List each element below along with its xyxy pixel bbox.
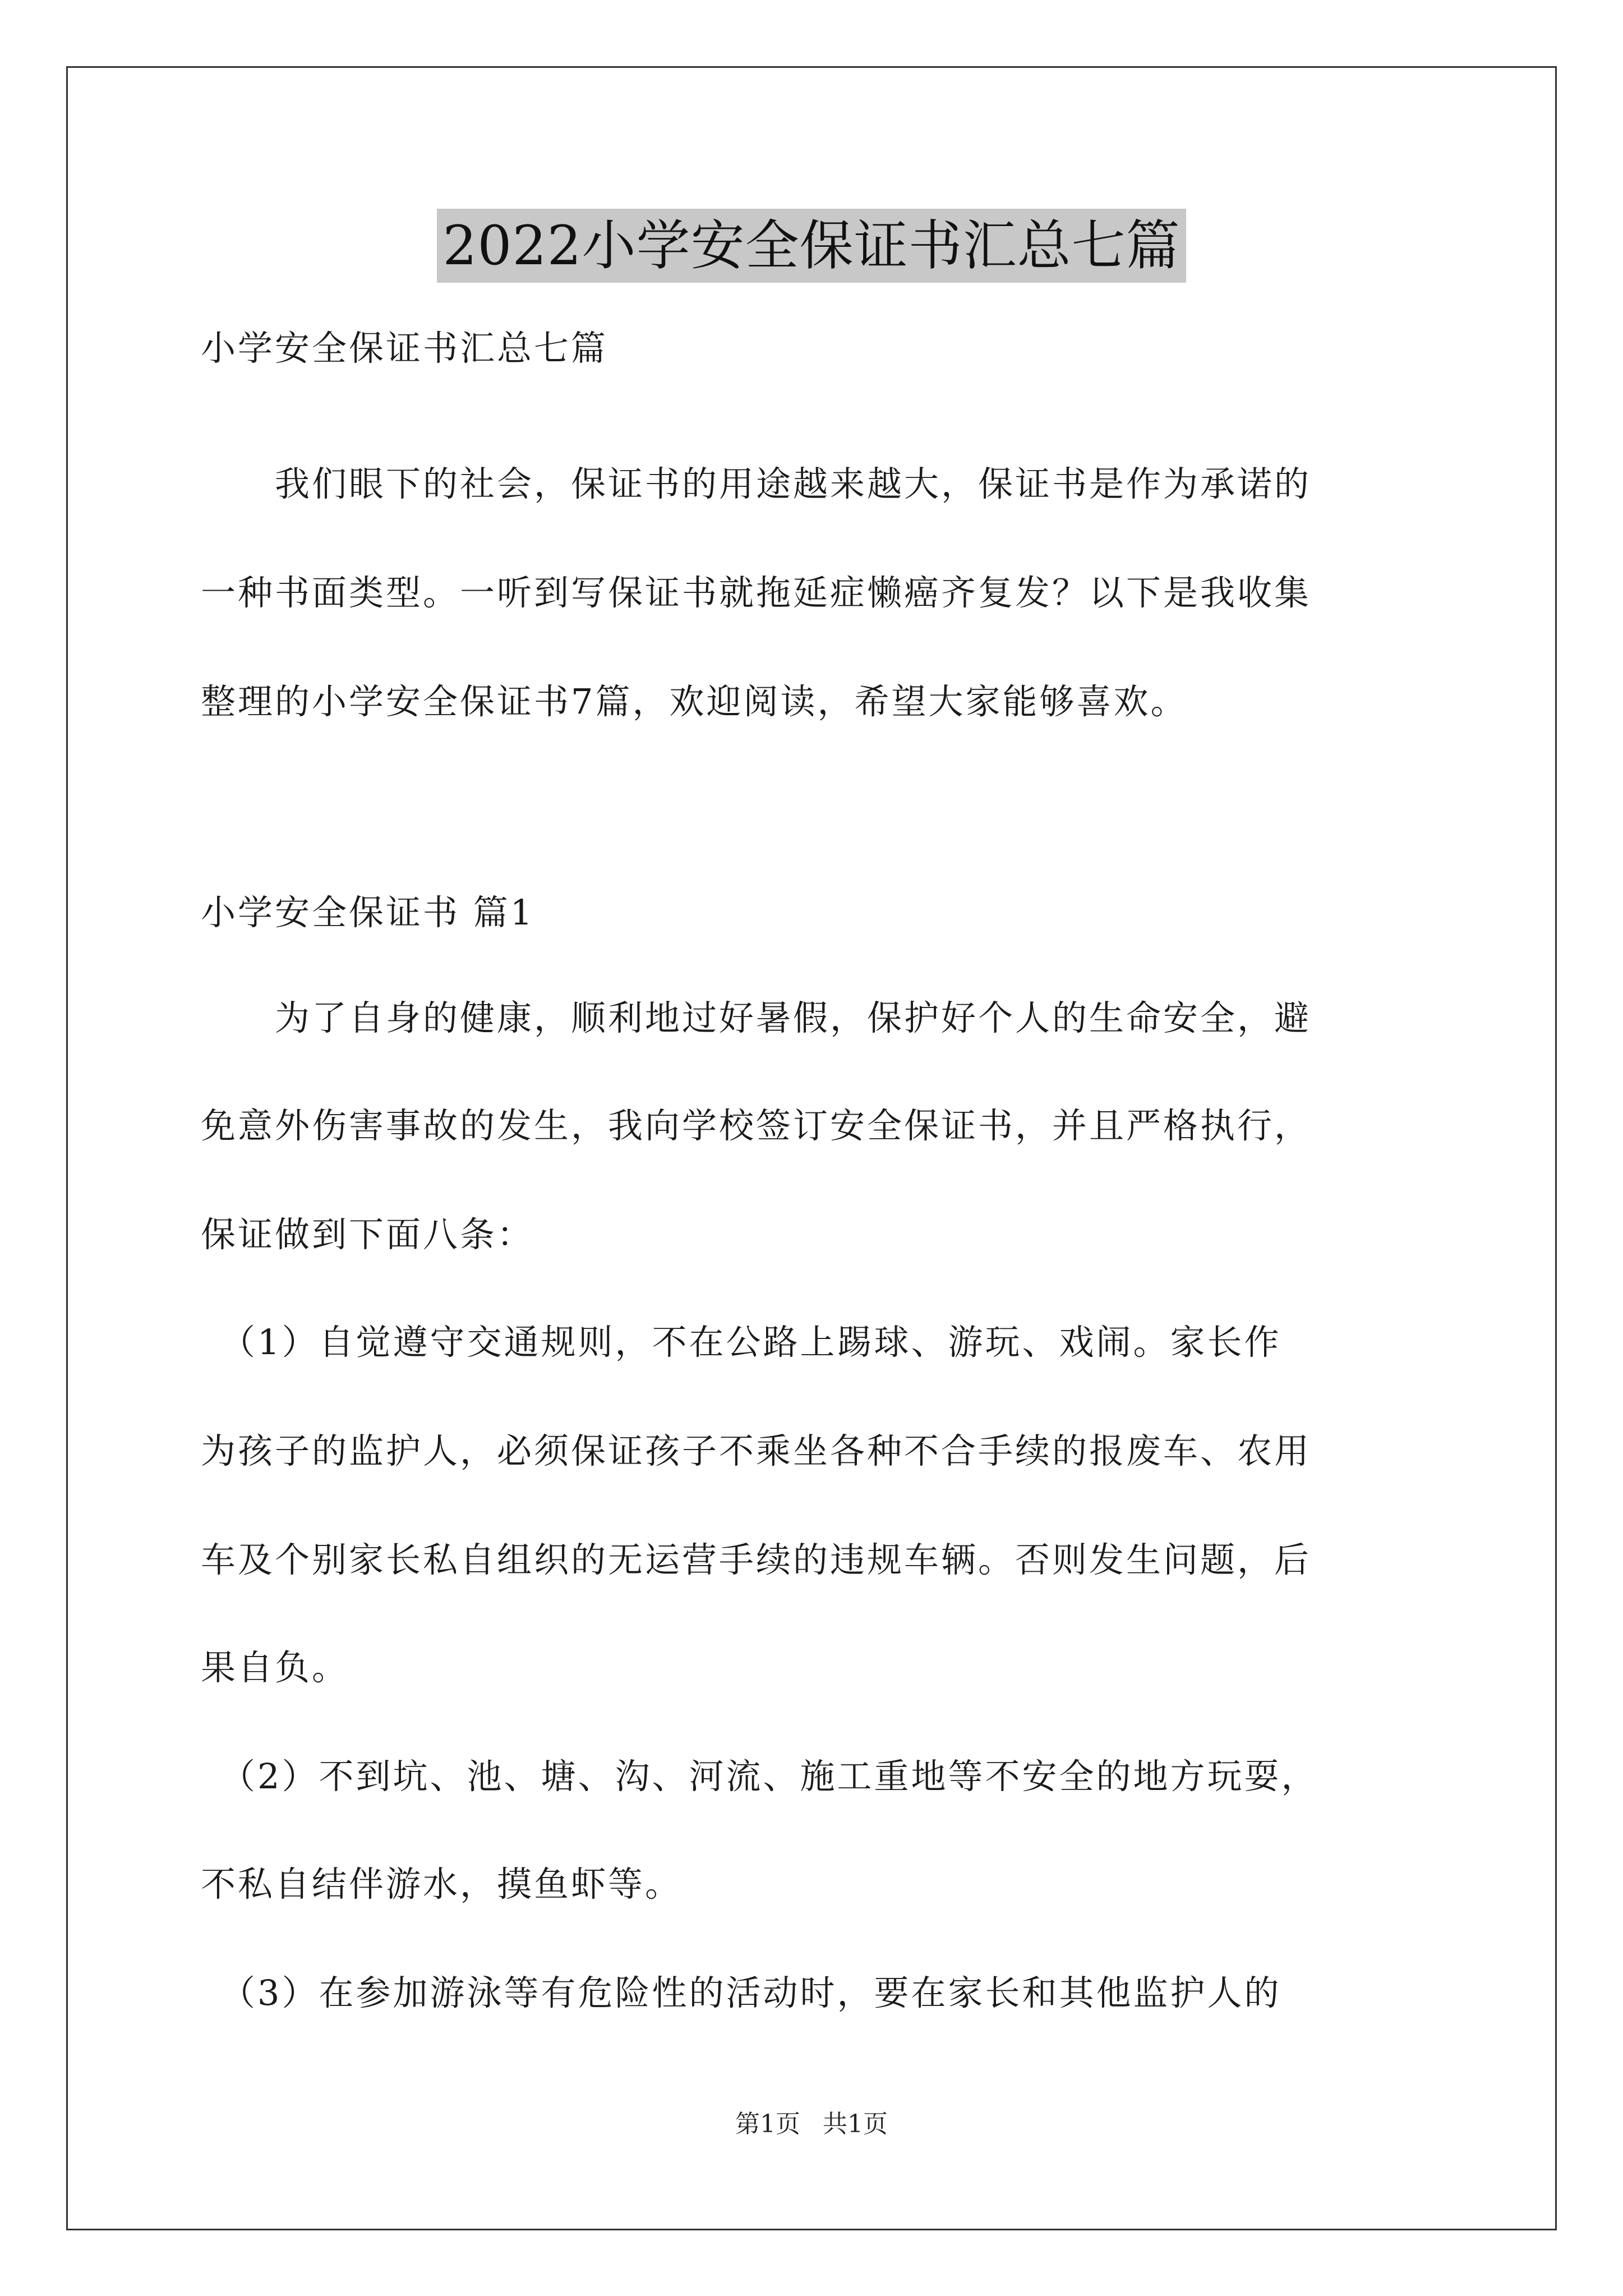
- paragraph-line: 我们眼下的社会，保证书的用途越来越大，保证书是作为承诺的: [201, 463, 1312, 504]
- paragraph-line: 整理的小学安全保证书7篇，欢迎阅读，希望大家能够喜欢。: [201, 681, 1188, 722]
- document-title: 2022小学安全保证书汇总七篇: [437, 209, 1186, 283]
- paragraph-line: （3）在参加游泳等有危险性的活动时，要在家长和其他监护人的: [201, 1972, 1281, 2013]
- paragraph-line: 免意外伤害事故的发生，我向学校签订安全保证书，并且严格执行，: [201, 1105, 1312, 1146]
- page-total: 共1页: [823, 2110, 888, 2138]
- paragraph-line: 保证做到下面八条：: [201, 1214, 534, 1255]
- paragraph-line: 为孩子的监护人，必须保证孩子不乘坐各种不合手续的报废车、农用: [201, 1430, 1312, 1471]
- section-heading: 小学安全保证书 篇1: [201, 892, 535, 933]
- paragraph-line: 不私自结伴游水，摸鱼虾等。: [201, 1864, 683, 1904]
- paragraph-line: 车及个别家长私自组织的无运营手续的违规车辆。否则发生问题，后: [201, 1539, 1312, 1580]
- subtitle-line: 小学安全保证书汇总七篇: [201, 328, 608, 369]
- paragraph-line: 为了自身的健康，顺利地过好暑假，保护好个人的生命安全，避: [201, 997, 1312, 1038]
- page-number: 第1页: [735, 2110, 800, 2138]
- paragraph-line: （1）自觉遵守交通规则，不在公路上踢球、游玩、戏闹。家长作: [201, 1322, 1281, 1363]
- paragraph-line: 一种书面类型。一听到写保证书就拖延症懒癌齐复发？以下是我收集: [201, 572, 1312, 613]
- paragraph-line: （2）不到坑、池、塘、沟、河流、施工重地等不安全的地方玩耍，: [201, 1756, 1318, 1797]
- paragraph-line: 果自负。: [201, 1647, 349, 1688]
- title-wrap: [0, 209, 1623, 283]
- page-footer: [0, 2104, 1623, 2139]
